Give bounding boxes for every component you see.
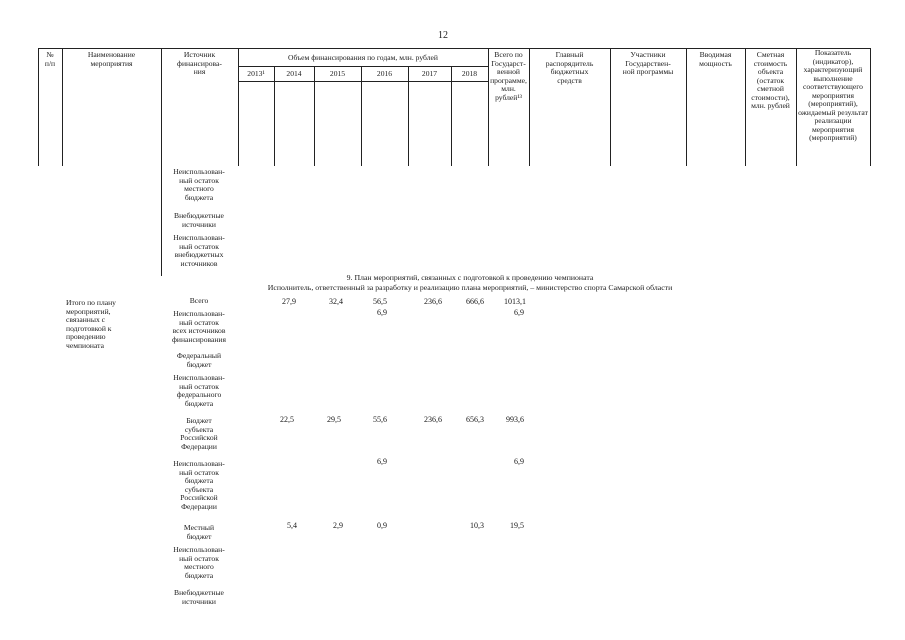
header-year-2013: 2013¹ <box>247 69 265 78</box>
row-regional-sum: 993,6 <box>506 415 524 424</box>
header-year-2016: 2016 <box>376 69 393 78</box>
source-extrabudget-top: Внебюджетные источники <box>174 211 224 229</box>
row-total-2017: 236,6 <box>424 297 442 306</box>
row-source-local: Местный бюджет <box>183 523 215 541</box>
row-total-2016: 56,5 <box>373 297 387 306</box>
row-source-unused-regional: Неиспользован- ный остаток бюджета субъекта Российской Федерации <box>173 459 225 511</box>
row-regional-2018: 656,3 <box>466 415 484 424</box>
header-year-2014: 2014 <box>286 69 302 78</box>
header-col-indicator: Показатель (индикатор), характеризующий выполнение соответствующего мероприятия (мероприятий), ожидаемый результат реализации мероприятия (мероприятий) <box>798 48 868 142</box>
header-col-no: № п/п <box>44 50 56 68</box>
row-regional-2014: 22,5 <box>280 415 294 424</box>
row-regional-2016: 55,6 <box>373 415 387 424</box>
header-year-2017: 2017 <box>421 69 438 78</box>
header-col-manager: Главный распорядитель бюджетных средств <box>545 50 594 85</box>
row-source-federal: Федеральный бюджет <box>176 351 222 369</box>
header-col-volume: Объем финансирования по годам, млн. рублей <box>288 53 438 62</box>
row-local-2015: 2,9 <box>333 521 343 530</box>
row-local-2014: 5,4 <box>287 521 297 530</box>
row-regional-2015: 29,5 <box>327 415 341 424</box>
row-source-regional: Бюджет субъекта Российской Федерации <box>180 416 218 451</box>
row-unused-regional-2016: 6,9 <box>377 457 387 466</box>
row-total-2018: 666,6 <box>466 297 484 306</box>
header-col-source: Источник финансирова- ния <box>177 50 222 76</box>
header-col-participants: Участники Государствен- ной программы <box>622 50 674 76</box>
row-unused-all-2016: 6,9 <box>377 308 387 317</box>
total-plan-label: Итого по плану мероприятий, связанных с подготовкой к проведению чемпионата <box>66 298 116 350</box>
header-col-cost: Сметная стоимость объекта (остаток сметной стоимости), млн. рублей <box>751 50 790 110</box>
source-unused-extrabudget-top: Неиспользован- ный остаток внебюджетных источников <box>173 233 225 268</box>
header-year-2015: 2015 <box>329 69 346 78</box>
row-source-total: Всего <box>189 296 209 305</box>
row-local-2018: 10,3 <box>470 521 484 530</box>
row-source-unused-federal: Неиспользован- ный остаток федерального бюджета <box>173 373 225 408</box>
section-title: 9. План мероприятий, связанных с подготовкой к проведению чемпионата <box>346 273 594 282</box>
row-total-2014: 27,9 <box>282 297 296 306</box>
page-number: 12 <box>438 30 448 41</box>
header-col-name: Наименование мероприятия <box>87 50 136 68</box>
row-regional-2017: 236,6 <box>424 415 442 424</box>
header-col-capacity: Вводимая мощность <box>699 50 732 68</box>
row-source-extrabudget: Внебюджетные источники <box>174 588 224 606</box>
header-col-total: Всего по Государст- венной программе, млн. рублей¹³ <box>490 50 527 102</box>
source-unused-local-top: Неиспользован- ный остаток местного бюджета <box>173 167 225 202</box>
row-local-2016: 0,9 <box>377 521 387 530</box>
header-year-2018: 2018 <box>461 69 478 78</box>
row-total-sum: 1013,1 <box>504 297 526 306</box>
row-local-sum: 19,5 <box>510 521 524 530</box>
row-unused-regional-sum: 6,9 <box>514 457 524 466</box>
row-source-unused-all: Неиспользован- ный остаток всех источников финансирования <box>172 309 226 344</box>
row-total-2015: 32,4 <box>329 297 343 306</box>
row-source-unused-local: Неиспользован- ный остаток местного бюджета <box>173 545 225 580</box>
section-executor: Исполнитель, ответственный за разработку и реализацию плана мероприятий, – министерство спорта Самарской области <box>267 283 673 292</box>
row-unused-all-sum: 6,9 <box>514 308 524 317</box>
